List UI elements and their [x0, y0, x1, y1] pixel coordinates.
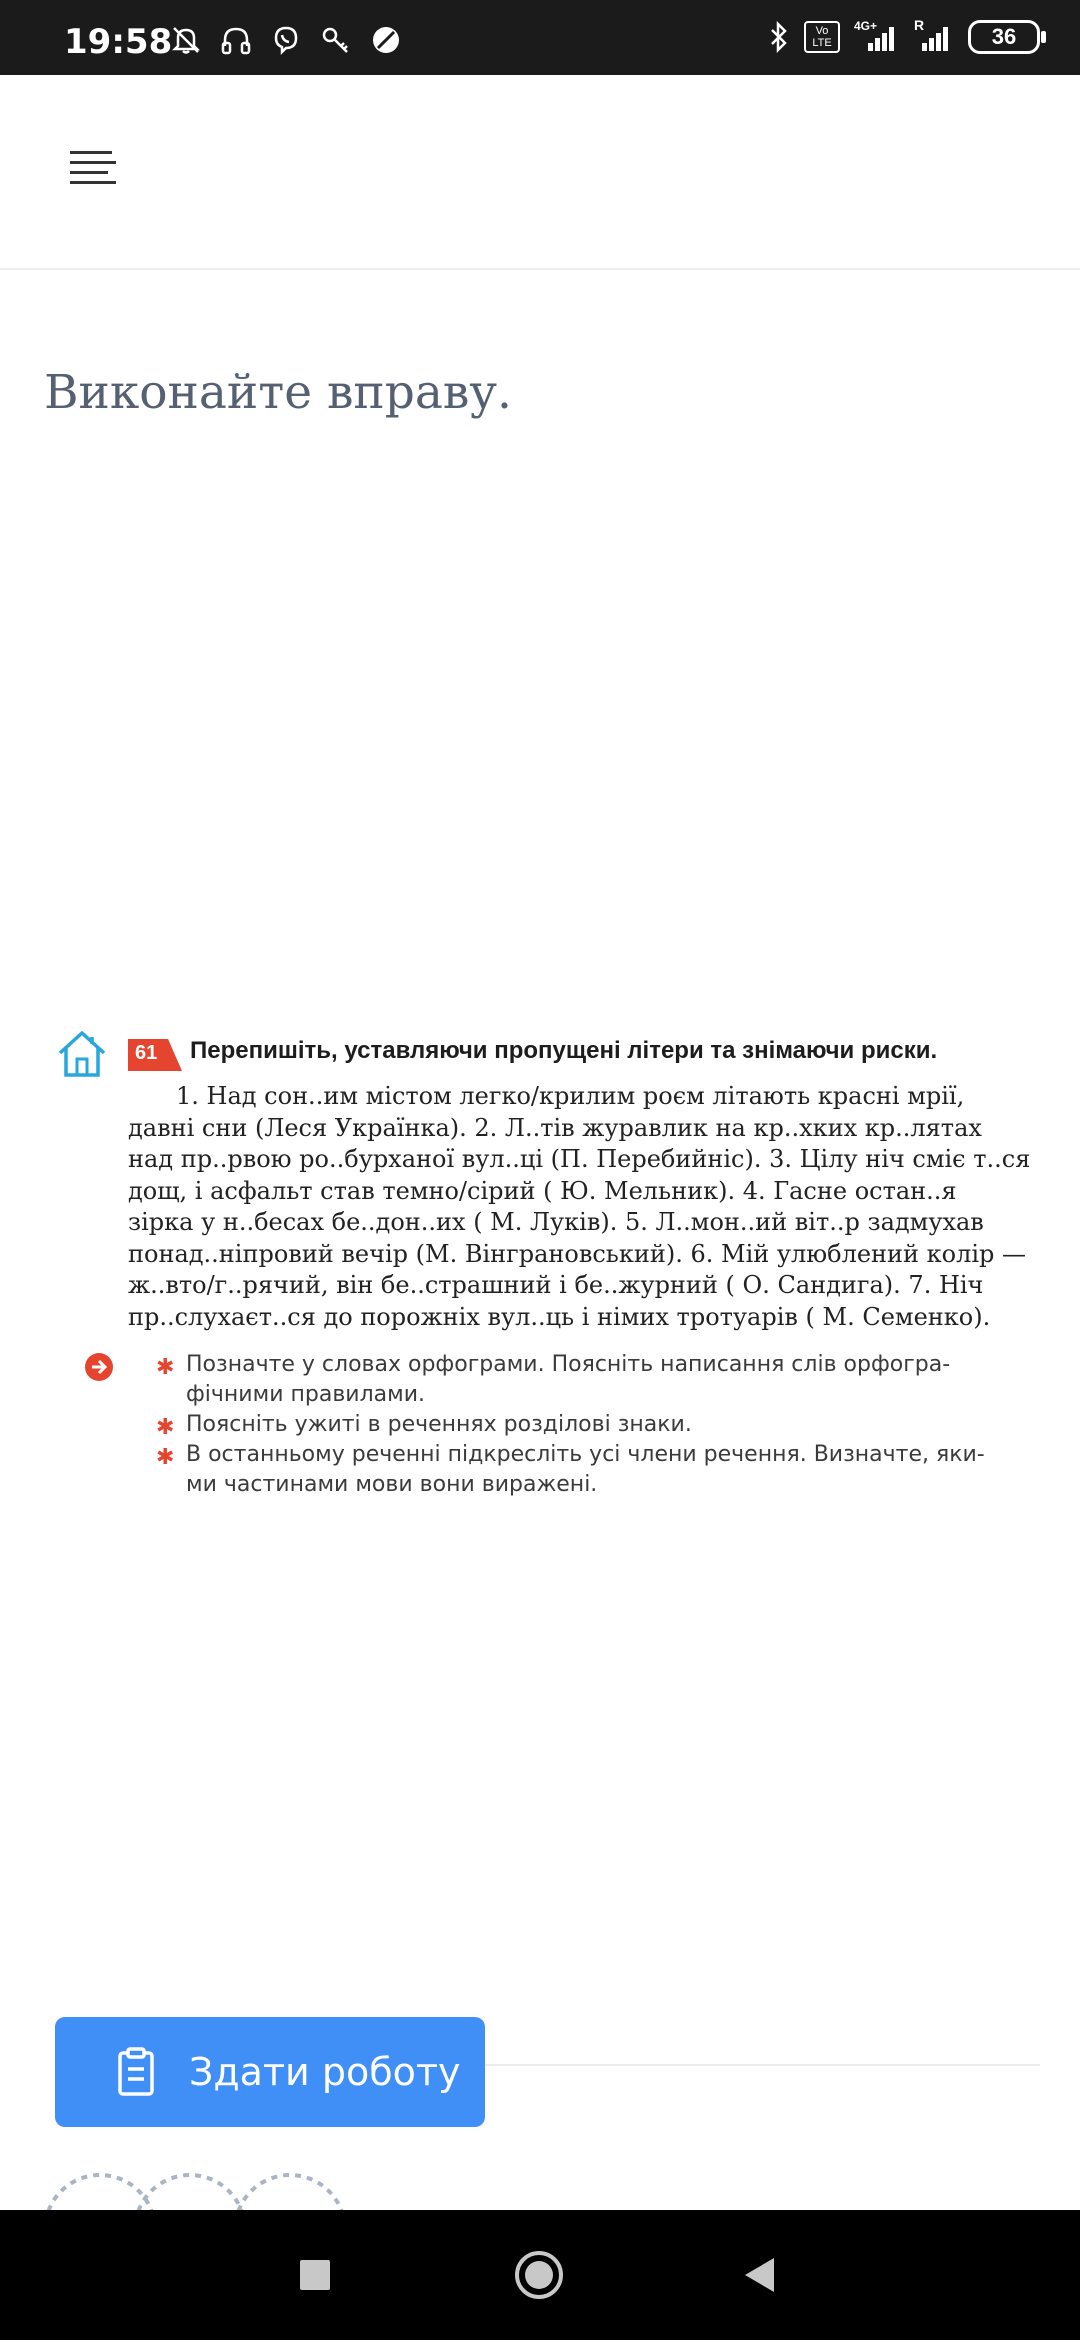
exercise-line: дощ, і асфальт став темно/сірий ( Ю. Мельник). 4. Гасне остан..я [128, 1176, 957, 1205]
back-triangle-icon[interactable] [742, 2256, 778, 2294]
task-item [156, 1410, 1046, 1440]
headphones-icon [220, 24, 252, 56]
task-title: Виконайте вправу. [44, 365, 512, 420]
decorative-doodle-icon [40, 2170, 360, 2210]
notification-icons [170, 24, 402, 56]
star-bullet-icon: ✱ [156, 1355, 175, 1380]
blocked-icon [370, 24, 402, 56]
exercise-number: 61 [135, 1042, 158, 1064]
clipboard-icon [117, 2047, 155, 2097]
volte-icon: Vo LTE [804, 21, 840, 53]
recents-square-icon[interactable] [298, 2258, 332, 2292]
mute-icon [170, 24, 202, 56]
home-circle-icon[interactable] [514, 2250, 564, 2300]
task-line: В останньому реченні підкресліть усі члени речення. Визначте, яки- [186, 1442, 985, 1467]
task-line: ми частинами мови вони виражені. [186, 1472, 598, 1497]
signal-icon-2 [914, 21, 954, 53]
navigation-bar [0, 2210, 1080, 2340]
submit-work-label: Здати роботу [189, 2050, 461, 2094]
exercise-line: понад..ніпровий вечір (М. Вінграновський). 6. Мій улюблений колір — [128, 1239, 1027, 1268]
signal-roaming [914, 17, 954, 53]
task-item [156, 1350, 1046, 1410]
roaming-indicator: R [914, 17, 925, 33]
exercise-title: Перепишіть, уставляючи пропущені літери та знімаючи риски. [190, 1037, 938, 1064]
app-header [0, 75, 1080, 270]
battery-icon: 36 [968, 20, 1040, 54]
vpn-key-icon [320, 24, 352, 56]
exercise-line: над пр..рвою ро..бурханої вул..ці (П. Перебийніс). 3. Цілу ніч сміє т..ся [128, 1145, 1031, 1173]
exercise-line: давні сни (Леся Українка). 2. Л..тів журавлик на кр..хких кр..лятах [128, 1113, 982, 1142]
bluetooth-icon [768, 21, 790, 53]
task-line: Позначте у словах орфограми. Поясніть написання слів орфогра- [186, 1352, 951, 1377]
task-line: фічними правилами. [186, 1382, 426, 1407]
task-line: Поясніть ужиті в реченнях розділові знаки. [186, 1412, 692, 1437]
submit-work-button[interactable] [55, 2017, 485, 2127]
exercise-text [128, 1081, 1064, 1333]
task-item [156, 1440, 1046, 1500]
status-bar [0, 0, 1080, 75]
menu-icon[interactable] [70, 151, 120, 195]
star-bullet-icon: ✱ [156, 1445, 175, 1470]
star-bullet-icon: ✱ [156, 1415, 175, 1440]
system-icons [768, 17, 1040, 54]
exercise-line: ж..вто/г..рячий, він бе..страшний і бе..журний ( О. Сандига). 7. Ніч [128, 1271, 984, 1299]
divider [470, 2064, 1040, 2066]
exercise-line: зірка у н..бесах бе..дон..их ( М. Луків). 5. Л..мон..ий віт..р задмухав [128, 1208, 984, 1236]
exercise-line: 1. Над сон..им містом легко/крилим роєм літають красні мрії, [176, 1082, 965, 1110]
signal-4g [854, 21, 900, 53]
status-time: 19:58 [64, 22, 173, 62]
signal-icon [854, 21, 900, 53]
viber-icon [270, 24, 302, 56]
network-type: 4G+ [854, 19, 878, 33]
arrow-right-icon [84, 1352, 114, 1382]
exercise-line: пр..слухаєт..ся до порожніх вул..ць і німих тротуарів ( М. Семенко). [128, 1302, 991, 1331]
home-icon [56, 1029, 108, 1081]
